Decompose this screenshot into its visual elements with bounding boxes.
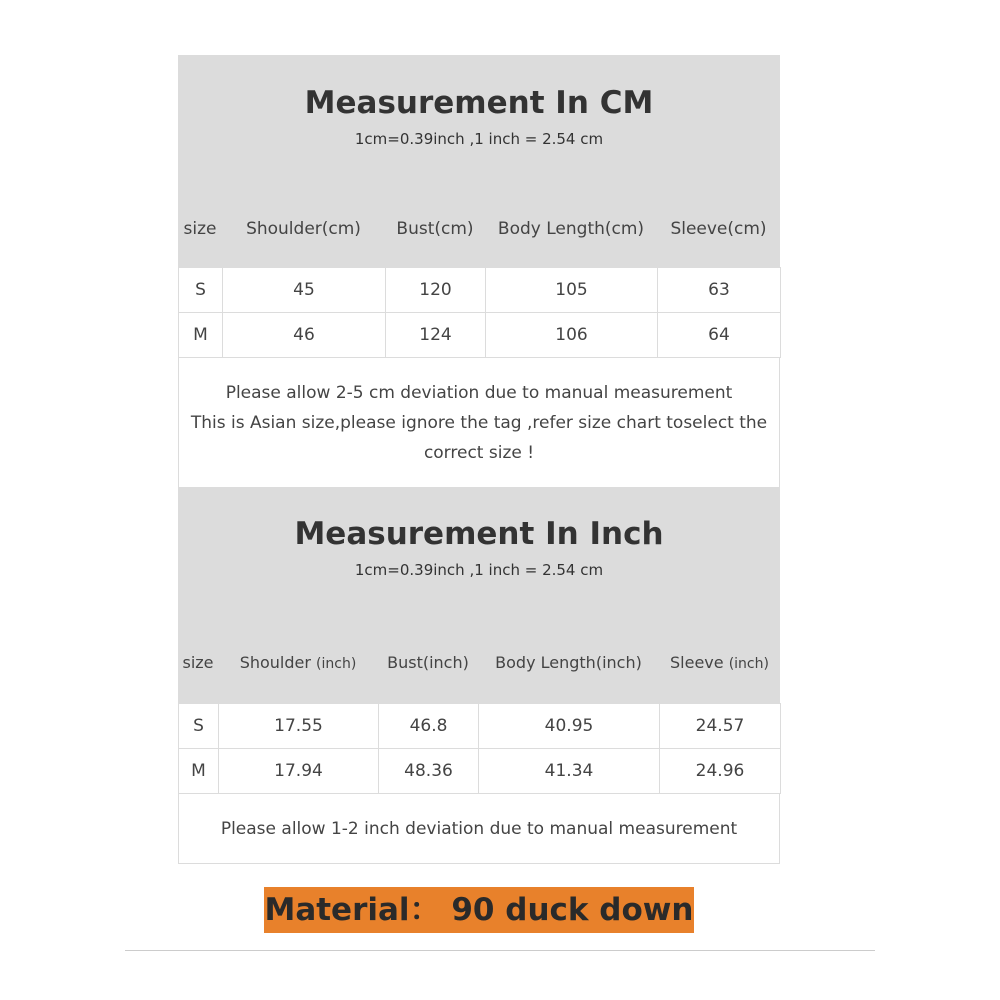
- cm-chart-title: Measurement In CM: [304, 85, 654, 121]
- inch-column-headers: [178, 632, 780, 692]
- bottom-divider: [125, 950, 875, 951]
- cm-chart-header: [178, 55, 780, 267]
- cm-cell-bust: 124: [386, 313, 486, 358]
- cm-cell-size: S: [179, 268, 223, 313]
- inch-header-size-label: size: [182, 652, 214, 672]
- inch-chart-title: Measurement In Inch: [294, 516, 664, 552]
- inch-cell-body-length: 40.95: [479, 704, 660, 749]
- inch-header-bust-label: Bust(inch): [387, 652, 469, 672]
- cm-header-shoulder: Shoulder(cm): [246, 219, 361, 239]
- cm-cell-shoulder: 46: [223, 313, 386, 358]
- cm-cell-body-length: 105: [486, 268, 658, 313]
- inch-deviation-note: [178, 794, 780, 864]
- inch-header-sleeve-unit: (inch): [728, 655, 769, 672]
- inch-cell-sleeve: 24.57: [660, 704, 781, 749]
- cm-header-body-length: Body Length(cm): [497, 219, 645, 239]
- table-row: [179, 268, 781, 313]
- cm-cell-size: M: [179, 313, 223, 358]
- inch-header-bust: [378, 653, 478, 672]
- material-label: Material： 90 duck down: [264, 887, 694, 933]
- cm-header-size: size: [183, 219, 217, 239]
- inch-header-sleeve: [659, 653, 780, 672]
- cm-note-line: correct size !: [423, 443, 535, 463]
- cm-cell-sleeve: 64: [658, 313, 781, 358]
- table-row: [179, 749, 781, 794]
- cm-deviation-note: [178, 358, 780, 488]
- inch-size-table: [178, 703, 781, 794]
- inch-cell-size: M: [179, 749, 219, 794]
- inch-header-shoulder-label: Shoulder: [239, 652, 317, 672]
- inch-note-line: Please allow 1-2 inch deviation due to manual measurement: [220, 819, 738, 839]
- inch-chart-header: [178, 487, 780, 703]
- inch-chart-subtitle: 1cm=0.39inch ,1 inch = 2.54 cm: [354, 561, 604, 579]
- cm-note-line: Please allow 2-5 cm deviation due to manual measurement: [225, 383, 733, 403]
- table-row: [179, 313, 781, 358]
- cm-cell-body-length: 106: [486, 313, 658, 358]
- inch-cell-sleeve: 24.96: [660, 749, 781, 794]
- inch-cell-shoulder: 17.55: [219, 704, 379, 749]
- inch-header-shoulder: [218, 653, 378, 672]
- inch-size-chart: [178, 487, 780, 864]
- cm-column-headers: [178, 199, 780, 259]
- cm-cell-sleeve: 63: [658, 268, 781, 313]
- cm-cell-shoulder: 45: [223, 268, 386, 313]
- cm-note-line: This is Asian size,please ignore the tag ,refer size chart toselect the: [190, 413, 768, 433]
- cm-header-sleeve: Sleeve(cm): [670, 219, 767, 239]
- inch-header-sleeve-label: Sleeve: [670, 652, 729, 672]
- inch-header-size: [178, 653, 218, 672]
- inch-cell-size: S: [179, 704, 219, 749]
- inch-cell-body-length: 41.34: [479, 749, 660, 794]
- inch-cell-bust: 48.36: [379, 749, 479, 794]
- cm-cell-bust: 120: [386, 268, 486, 313]
- cm-size-table: [178, 267, 781, 358]
- cm-size-chart: [178, 55, 780, 488]
- inch-header-body-length: [478, 653, 659, 672]
- cm-header-bust: Bust(cm): [396, 219, 474, 239]
- inch-cell-shoulder: 17.94: [219, 749, 379, 794]
- inch-cell-bust: 46.8: [379, 704, 479, 749]
- table-row: [179, 704, 781, 749]
- cm-chart-subtitle: 1cm=0.39inch ,1 inch = 2.54 cm: [354, 130, 604, 148]
- inch-header-shoulder-unit: (inch): [316, 655, 357, 672]
- inch-header-body-length-label: Body Length(inch): [495, 652, 642, 672]
